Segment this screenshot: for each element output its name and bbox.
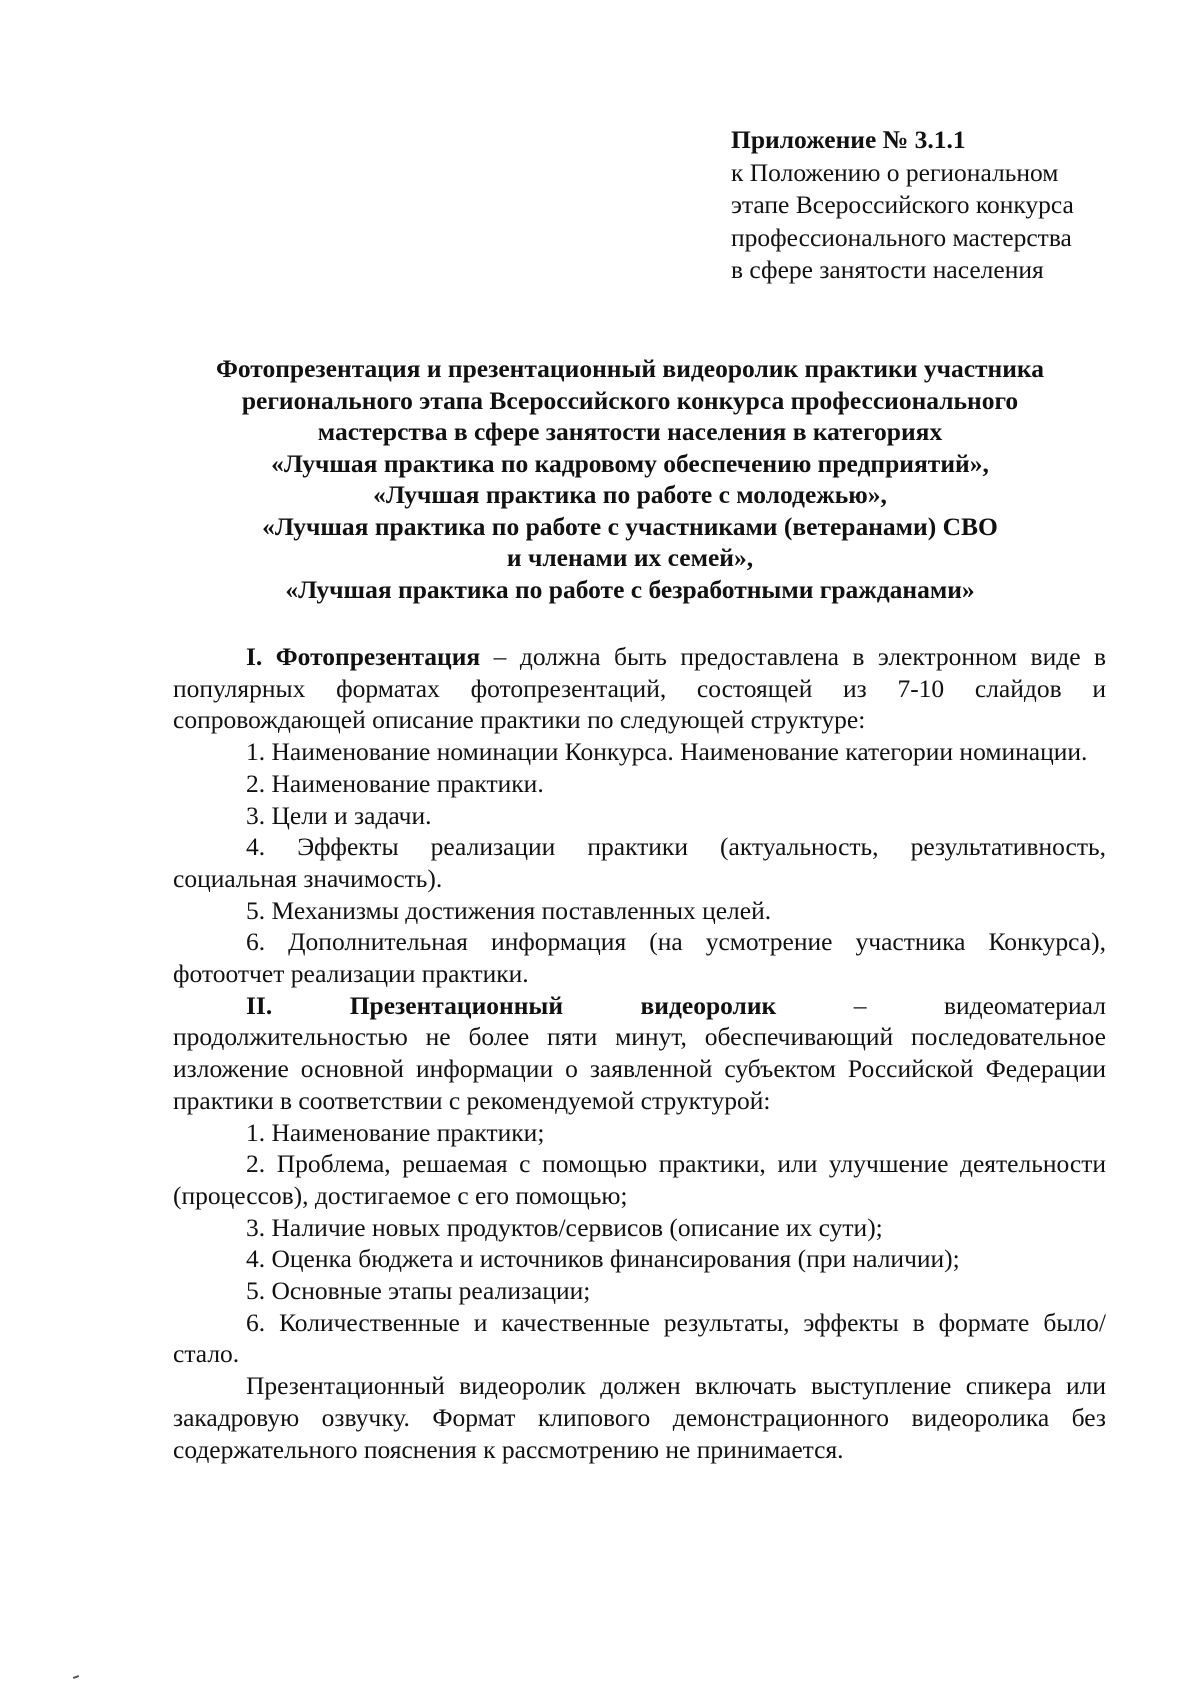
section1-intro-text: – должна быть предоставлена в электронном виде в популярных форматах фотопрезентаций, состоящей из 7-10 слайдов и сопровождающей описание практики по следующей структуре:	[173, 642, 1107, 735]
title-line: «Лучшая практика по работе с молодежью»,	[373, 480, 887, 509]
section2-item: 6. Количественные и качественные результаты, эффекты в формате было/стало.	[173, 1307, 1106, 1369]
title-line: «Лучшая практика по работе с безработными гражданами»	[285, 574, 975, 604]
section2-heading-word: Презентационный	[349, 990, 564, 1020]
title-line: мастерства в сфере занятости населения в категориях	[317, 417, 943, 446]
document-body	[173, 641, 1106, 1465]
scan-mark	[73, 1675, 79, 1679]
section1-item: 1. Наименование номинации Конкурса. Наименование категории номинации.	[246, 737, 1088, 767]
title-line: «Лучшая практика по работе с участниками (ветеранами) СВО	[262, 511, 998, 541]
section2-closing: Презентационный видеоролик должен включать выступление спикера или закадровую озвучку. Формат клипового демонстрационного видеоролика без содержательного пояснения к рассмотрению не принимается.	[173, 1371, 1106, 1464]
title-line: и членами их семей»,	[506, 543, 754, 572]
appendix-line: профессионального мастерства	[731, 222, 1072, 252]
appendix-block	[731, 124, 1151, 287]
section2-item: 3. Наличие новых продуктов/сервисов (описание их сути);	[246, 1212, 883, 1242]
section2-heading-word: видеоролик	[640, 990, 777, 1020]
title-line: регионального этапа Всероссийского конкурса профессионального	[241, 385, 1019, 415]
section2-heading-word: видеоматериал	[943, 990, 1106, 1020]
section1-item: 3. Цели и задачи.	[246, 800, 432, 830]
appendix-number: Приложение № 3.1.1	[731, 125, 966, 154]
section2-item: 1. Наименование практики;	[246, 1117, 545, 1147]
title-line: Фотопрезентация и презентационный видеоролик практики участника	[215, 354, 1044, 383]
section2-item: 5. Основные этапы реализации;	[246, 1276, 591, 1306]
section1-heading: I. Фотопрезентация	[246, 642, 481, 671]
appendix-line: в сфере занятости населения	[731, 255, 1044, 284]
appendix-line: этапе Всероссийского конкурса	[731, 190, 1074, 219]
section2-heading	[173, 990, 1106, 1022]
section1-item: 5. Механизмы достижения поставленных целей.	[246, 895, 772, 925]
section1-intro	[173, 641, 1106, 736]
section2-number: II.	[246, 990, 273, 1020]
section2-item: 2. Проблема, решаемая с помощью практики, или улучшение деятельности (процессов), достигаемое с его помощью;	[173, 1149, 1106, 1210]
section1-item: 6. Дополнительная информация (на усмотрение участника Конкурса), фотоотчет реализации практики.	[173, 927, 1106, 989]
section2-dash: –	[853, 990, 867, 1020]
document-title	[150, 353, 1110, 605]
section2-intro: продолжительностью не более пяти минут, обеспечивающий последовательное изложение основной информации о заявленной субъектом Российской Федерации практики в соответствии с рекомендуемой структурой:	[173, 1022, 1106, 1115]
section1-item: 2. Наименование практики.	[246, 768, 544, 798]
title-line: «Лучшая практика по кадровому обеспечению предприятий»,	[271, 448, 989, 478]
appendix-line: к Положению о региональном	[731, 157, 1059, 187]
section1-item: 4. Эффекты реализации практики (актуальность, результативность, социальная значимость).	[173, 832, 1106, 893]
section2-item: 4. Оценка бюджета и источников финансирования (при наличии);	[246, 1244, 960, 1274]
